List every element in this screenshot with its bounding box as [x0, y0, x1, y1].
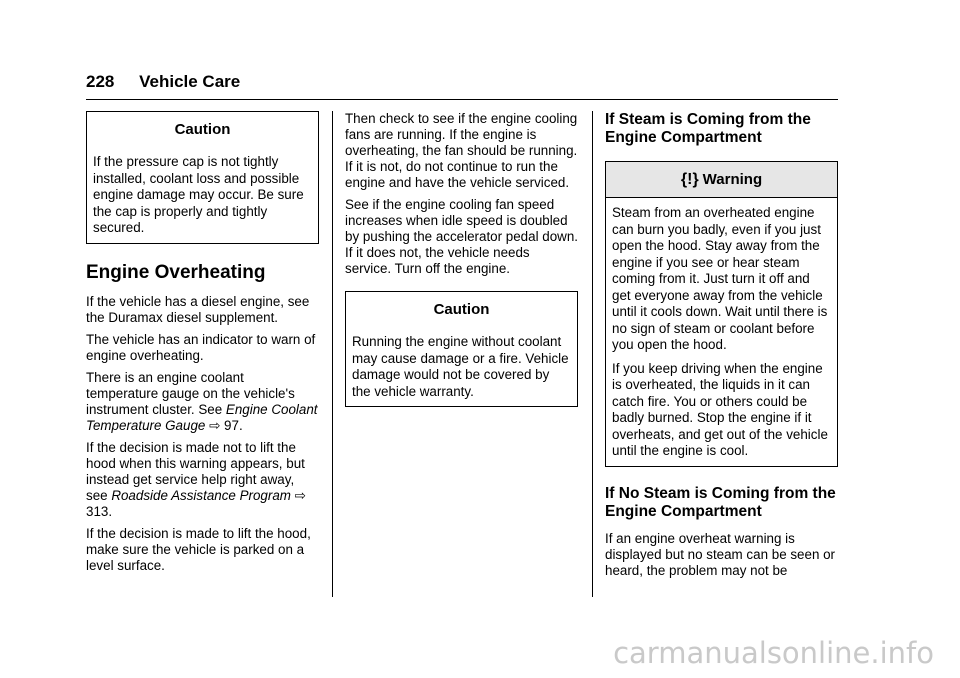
paragraph: If the decision is made not to lift the hood when this warning appears, but instead get service help right away, see Roadside Assistance Program ⇨ 313.: [86, 439, 306, 519]
caution-title: Caution: [433, 301, 490, 318]
caution-text: If the pressure cap is not tightly installed, coolant loss and possible engine damage may occur. Be sure the cap is properly and tightly secured.: [93, 154, 304, 235]
column-divider: [592, 111, 593, 597]
warning-header: [606, 162, 837, 198]
caution-title: Caution: [174, 121, 231, 138]
page-header: [86, 72, 240, 92]
watermark: carmanualsonline.info: [613, 636, 934, 670]
warning-text: If you keep driving when the engine is overheated, the liquids in it can catch fire. You or others could be badly burned. Stop the engine if it overheats, and get out of the vehicle until the engine is cool.: [612, 360, 828, 458]
warning-icon: {!}: [680, 171, 699, 188]
subsection-heading: If No Steam is Coming from the Engine Compartment: [605, 484, 836, 520]
paragraph: Then check to see if the engine cooling fans are running. If the engine is overheating, the fan should be running. If it is not, do not continue to run the engine and have the vehicle serviced.: [345, 111, 578, 190]
column-3: [605, 111, 838, 585]
column-divider: [332, 111, 333, 597]
page-reference: ⇨ 313: [86, 487, 306, 519]
subsection-heading: If Steam is Coming from the Engine Compartment: [605, 111, 811, 146]
paragraph: If an engine overheat warning is displayed but no steam can be seen or heard, the problem may not be: [605, 530, 836, 578]
warning-box: [605, 161, 838, 467]
column-2: [345, 111, 578, 425]
paragraph: If the vehicle has a diesel engine, see the Duramax diesel supplement.: [86, 293, 310, 325]
cross-reference-link[interactable]: Roadside Assistance Program: [111, 487, 291, 503]
cross-reference-link[interactable]: Engine Coolant Temperature Gauge: [86, 401, 318, 433]
page-reference: ⇨ 97: [209, 417, 239, 433]
section-heading: Engine Overheating: [86, 261, 266, 283]
paragraph: There is an engine coolant temperature gauge on the vehicle's instrument cluster. See Engine Coolant Temperature Gauge ⇨ 97.: [86, 369, 318, 433]
caution-text: Running the engine without coolant may cause damage or a fire. Vehicle damage would not be covered by the vehicle warranty.: [352, 334, 569, 399]
column-1: [86, 111, 319, 580]
caution-box: [345, 291, 578, 407]
section-title: Vehicle Care: [139, 72, 241, 91]
warning-text: Steam from an overheated engine can burn you badly, even if you just open the hood. Stay away from the engine if you see or hear steam coming from it. Just turn it off and get everyone away from the vehicle until it cools down. Wait until there is no sign of steam or coolant before you open the hood.: [612, 205, 828, 352]
page-number: 228: [86, 72, 115, 91]
paragraph: See if the engine cooling fan speed increases when idle speed is doubled by pushing the accelerator pedal down. If it does not, the vehicle needs service. Turn off the engine.: [345, 197, 579, 276]
paragraph: If the decision is made to lift the hood, make sure the vehicle is parked on a level surface.: [86, 525, 311, 573]
caution-box: [86, 111, 319, 244]
header-divider: [86, 99, 838, 100]
paragraph: The vehicle has an indicator to warn of engine overheating.: [86, 331, 316, 363]
warning-title: Warning: [702, 171, 763, 188]
